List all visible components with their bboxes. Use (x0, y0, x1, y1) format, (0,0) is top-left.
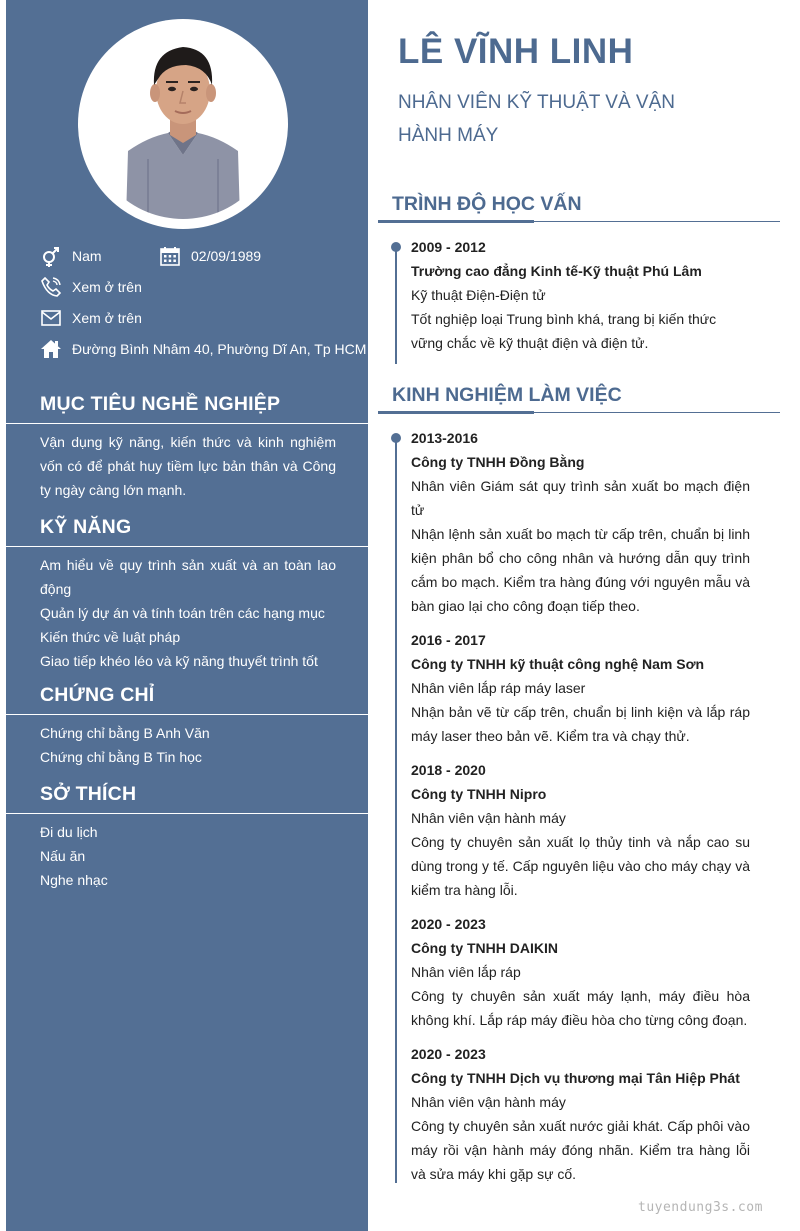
timeline-dot (391, 242, 401, 252)
job-period: 2020 - 2023 (411, 916, 486, 932)
job-period: 2016 - 2017 (411, 632, 486, 648)
job-entry (411, 758, 750, 902)
gender-icon (40, 245, 62, 267)
home-icon (40, 338, 62, 360)
sidebar (6, 0, 368, 1231)
certificates-list (40, 721, 336, 769)
gender-text: Nam (72, 248, 102, 264)
divider (6, 423, 368, 424)
job-description: Nhận lệnh sản xuất bo mạch từ cấp trên, chuẩn bị linh kiện phân bổ cho công nhân và hướng dẫn quy trình cắm bo mạch. Kiểm tra hàng đúng với nguyên mẫu và bàn giao lại cho công đoạn tiếp theo. (411, 526, 750, 614)
objective-title: MỤC TIÊU NGHỀ NGHIỆP (40, 393, 281, 415)
divider (6, 813, 368, 814)
job-period: 2020 - 2023 (411, 1046, 486, 1062)
list-item: Am hiểu về quy trình sản xuất và an toàn lao động (40, 557, 336, 597)
job-company: Công ty TNHH kỹ thuật công nghệ Nam Sơn (411, 656, 705, 672)
job-position: Nhân viên lắp ráp (411, 964, 521, 980)
birthday-text: 02/09/1989 (191, 248, 262, 264)
address-text: Đường Bình Nhâm 40, Phường Dĩ An, Tp HCM (72, 341, 367, 357)
calendar-icon (159, 245, 181, 267)
watermark: tuyendung3s.com (638, 1200, 763, 1215)
job-position: Nhân viên Giám sát quy trình sản xuất bo mạch điện tử (411, 478, 750, 518)
timeline-dot (391, 433, 401, 443)
phone-text: Xem ở trên (72, 279, 142, 295)
email-row (40, 307, 142, 329)
list-item: Chứng chỉ bằng B Tin học (40, 749, 202, 765)
divider (6, 714, 368, 715)
education-entry (411, 235, 750, 355)
job-period: 2013-2016 (411, 430, 478, 446)
job-company: Công ty TNHH Đồng Bằng (411, 454, 585, 470)
divider-accent (378, 220, 534, 223)
list-item: Quản lý dự án và tính toán trên các hạng mục (40, 605, 325, 621)
portrait-photo (88, 29, 278, 219)
job-company: Công ty TNHH Nipro (411, 786, 547, 802)
education-period: 2009 - 2012 (411, 239, 486, 255)
job-position: Nhân viên vận hành máy (411, 810, 566, 826)
job-entry (411, 426, 750, 618)
timeline-line (395, 246, 397, 364)
job-company: Công ty TNHH DAIKIN (411, 940, 558, 956)
list-item: Đi du lịch (40, 824, 98, 840)
list-item: Nấu ăn (40, 848, 86, 864)
hobbies-list (40, 820, 336, 892)
job-description: Công ty chuyên sản xuất nước giải khát. Cấp phôi vào máy rồi vận hành máy đóng nhãn. Kiểm tra hàng lỗi và sửa máy khi gặp sự cố. (411, 1118, 750, 1182)
education-school: Trường cao đẳng Kinh tế-Kỹ thuật Phú Lâm (411, 263, 702, 279)
envelope-icon (40, 307, 62, 329)
birthday-row (159, 245, 261, 267)
job-position: Nhân viên lắp ráp máy laser (411, 680, 586, 696)
job-description: Nhận bản vẽ từ cấp trên, chuẩn bị linh kiện và lắp ráp máy laser theo bản vẽ. Kiểm tra và chạy thử. (411, 704, 750, 744)
job-description: Công ty chuyên sản xuất máy lạnh, máy điều hòa không khí. Lắp ráp máy điều hòa cho từng công đoạn. (411, 988, 750, 1028)
job-title: NHÂN VIÊN KỸ THUẬT VÀ VẬN HÀNH MÁY (398, 92, 675, 146)
list-item: Giao tiếp khéo léo và kỹ năng thuyết trình tốt (40, 653, 318, 669)
skills-title: KỸ NĂNG (40, 516, 132, 538)
job-entry (411, 1042, 750, 1186)
divider-accent (378, 411, 534, 414)
timeline-line (395, 437, 397, 1183)
address-row (40, 338, 366, 360)
education-title: TRÌNH ĐỘ HỌC VẤN (392, 193, 582, 215)
experience-title: KINH NGHIỆM LÀM VIỆC (392, 384, 622, 406)
hobbies-title: SỞ THÍCH (40, 783, 137, 805)
job-position: Nhân viên vận hành máy (411, 1094, 566, 1110)
education-description: Tốt nghiệp loại Trung bình khá, trang bị kiến thức vững chắc về kỹ thuật điện và điện tử. (411, 311, 717, 351)
job-company: Công ty TNHH Dịch vụ thương mại Tân Hiệp Phát (411, 1070, 740, 1086)
candidate-name: LÊ VĨNH LINH (398, 32, 634, 71)
list-item: Nghe nhạc (40, 872, 108, 888)
job-entry (411, 912, 750, 1032)
email-text: Xem ở trên (72, 310, 142, 326)
job-description: Công ty chuyên sản xuất lọ thủy tinh và nắp cao su dùng trong y tế. Cấp nguyên liệu vào cho máy chạy và kiểm tra hàng lỗi. (411, 834, 750, 898)
phone-row (40, 276, 142, 298)
divider (6, 546, 368, 547)
certificates-title: CHỨNG CHỈ (40, 684, 155, 706)
gender-row (40, 245, 102, 267)
list-item: Chứng chỉ bằng B Anh Văn (40, 725, 210, 741)
avatar (88, 29, 278, 219)
job-entry (411, 628, 750, 748)
education-major: Kỹ thuật Điện-Điện tử (411, 287, 546, 303)
phone-icon (40, 276, 62, 298)
job-period: 2018 - 2020 (411, 762, 486, 778)
list-item: Kiến thức về luật pháp (40, 629, 181, 645)
skills-list (40, 553, 336, 673)
objective-text: Vận dụng kỹ năng, kiến thức và kinh nghiệm vốn có để phát huy tiềm lực bản thân và Công ty ngày càng lớn mạnh. (40, 434, 336, 498)
